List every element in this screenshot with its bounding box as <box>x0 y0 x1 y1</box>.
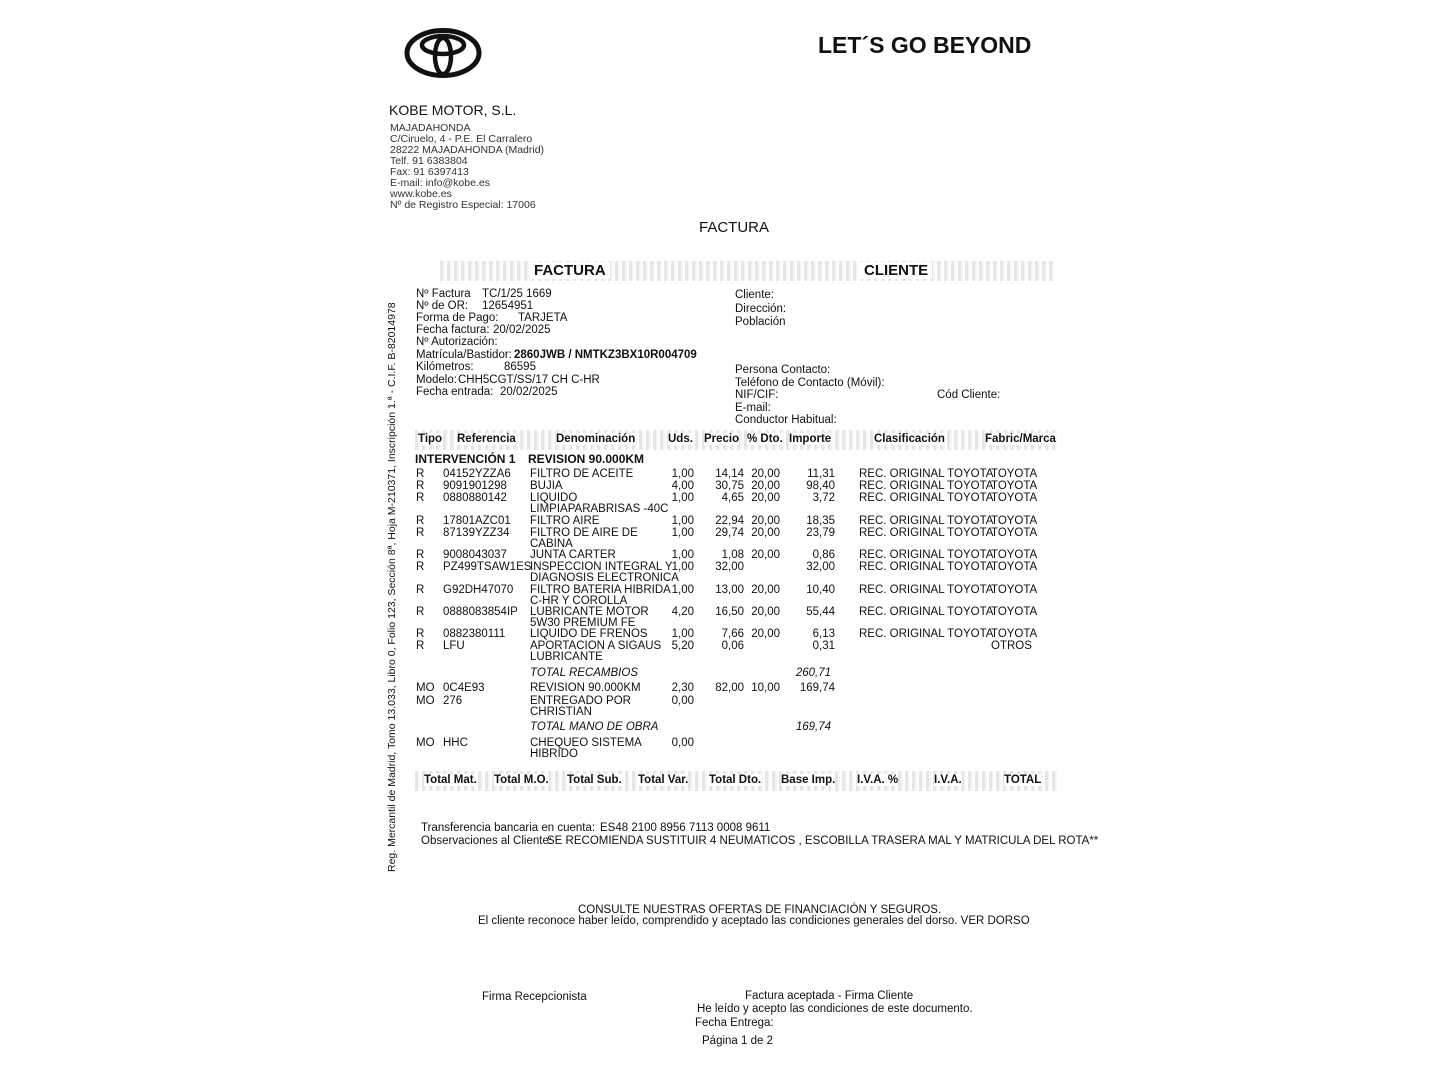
row-dto: 20,00 <box>751 628 780 640</box>
totals-col-2: Total Sub. <box>567 774 622 786</box>
total-recambios-value: 260,71 <box>795 667 831 679</box>
modelo-value: CHH5CGT/SS/17 CH C-HR <box>458 374 600 386</box>
consulte-text: CONSULTE NUESTRAS OFERTAS DE FINANCIACIÓN Y SEGUROS. <box>578 904 942 916</box>
col-importe: Importe <box>789 433 832 445</box>
row-precio: 30,75 <box>715 480 744 492</box>
row-referencia: 87139YZZ34 <box>443 527 510 539</box>
cliente-label: Cliente: <box>735 289 774 301</box>
row-precio: 0,06 <box>721 640 744 652</box>
iban: ES48 2100 8956 7113 0008 9611 <box>600 822 771 834</box>
row-marca: TOYOTA <box>991 480 1038 492</box>
total-mo-value: 169,74 <box>795 721 831 733</box>
row-uds: 1,00 <box>671 515 694 527</box>
company-address-line: Telf. 91 6383804 <box>390 155 468 167</box>
row-importe: 6,13 <box>812 628 835 640</box>
row-referencia: 0882380111 <box>443 628 506 640</box>
mo-row-uds: 2,30 <box>671 682 694 694</box>
extra-row-uds: 0,00 <box>671 737 694 749</box>
matricula-value: 2860JWB / NMTKZ3BX10R004709 <box>514 349 697 361</box>
row-denominacion: LIMPIAPARABRISAS -40C <box>530 503 669 515</box>
row-marca: TOYOTA <box>991 606 1038 618</box>
row-denominacion: FILTRO DE AIRE DE <box>530 527 638 539</box>
totals-col-3: Total Var. <box>638 774 689 786</box>
page-number: Página 1 de 2 <box>702 1035 773 1047</box>
row-denominacion: 5W30 PREMIUM FE <box>530 617 636 629</box>
intervention-title: REVISION 90.000KM <box>528 452 645 466</box>
row-precio: 13,00 <box>715 584 744 596</box>
row-dto: 20,00 <box>751 584 780 596</box>
row-denominacion: DIAGNOSIS ELECTRONICA <box>530 572 679 584</box>
mo-row-tipo: MO <box>416 695 435 707</box>
row-marca: TOYOTA <box>991 492 1038 504</box>
totals-col-0: Total Mat. <box>424 774 477 786</box>
mo-row-referencia: 0C4E93 <box>443 682 485 694</box>
row-denominacion: CABINA <box>530 538 573 550</box>
row-referencia: 0880880142 <box>443 492 507 504</box>
row-tipo: R <box>416 606 425 618</box>
row-tipo: R <box>416 492 425 504</box>
row-importe: 23,79 <box>806 527 835 539</box>
row-importe: 10,40 <box>806 584 835 596</box>
toyota-logo-icon <box>404 28 482 83</box>
row-tipo: R <box>416 640 425 652</box>
row-precio: 1,08 <box>721 549 744 561</box>
firma-recepcionista: Firma Recepcionista <box>482 991 587 1003</box>
row-clasificacion: REC. ORIGINAL TOYOTA <box>859 527 994 539</box>
firma-cliente: Factura aceptada - Firma Cliente <box>745 990 914 1002</box>
totals-col-4: Total Dto. <box>709 774 762 786</box>
mo-row-importe: 169,74 <box>799 682 835 694</box>
intervention-label: INTERVENCIÓN 1 <box>415 452 516 466</box>
row-marca: OTROS <box>991 640 1032 652</box>
row-uds: 1,00 <box>671 584 694 596</box>
conductor-label: Conductor Habitual: <box>735 414 837 426</box>
row-marca: TOYOTA <box>991 527 1038 539</box>
col-precio: Precio <box>704 433 740 445</box>
row-referencia: 0888083854IP <box>443 606 518 618</box>
row-importe: 98,40 <box>806 480 835 492</box>
row-marca: TOYOTA <box>991 468 1038 480</box>
total-recambios-label: TOTAL RECAMBIOS <box>530 667 638 679</box>
autorizacion-label: Nº Autorización: <box>416 336 498 348</box>
nfactura-value: TC/1/25 1669 <box>482 288 552 300</box>
row-denominacion: LUBRICANTE MOTOR <box>530 606 649 618</box>
totals-col-5: Base Imp. <box>781 774 836 786</box>
mo-row-denominacion: ENTREGADO POR <box>530 695 631 707</box>
company-address-line: Nº de Registro Especial: 17006 <box>390 199 536 211</box>
transfer-label: Transferencia bancaria en cuenta: <box>421 822 596 834</box>
modelo-label: Modelo: <box>416 374 457 386</box>
row-marca: TOYOTA <box>991 628 1038 640</box>
row-denominacion: LIQUIDO DE FRENOS <box>530 628 648 640</box>
row-importe: 11,31 <box>807 468 835 480</box>
extra-row-referencia: HHC <box>443 737 468 749</box>
row-denominacion: INSPECCION INTEGRAL Y <box>530 561 673 573</box>
nfactura-label: Nº Factura <box>416 288 471 300</box>
entrada-value: 20/02/2025 <box>500 386 558 398</box>
row-precio: 16,50 <box>715 606 744 618</box>
row-marca: TOYOTA <box>991 561 1038 573</box>
extra-row-denominacion: CHEQUEO SISTEMA <box>530 737 642 749</box>
row-marca: TOYOTA <box>991 515 1038 527</box>
row-tipo: R <box>416 468 425 480</box>
row-tipo: R <box>416 527 425 539</box>
row-dto: 20,00 <box>751 515 780 527</box>
row-referencia: 9008043037 <box>443 549 507 561</box>
totals-col-1: Total M.O. <box>494 774 549 786</box>
company-address-line: E-mail: info@kobe.es <box>390 177 490 189</box>
mo-row-uds: 0,00 <box>671 695 694 707</box>
telefono-label: Teléfono de Contacto (Móvil): <box>735 377 885 389</box>
reconoce-text: El cliente reconoce haber leído, comprendido y aceptado las condiciones generales del dorso. VER DORSO <box>478 915 1030 927</box>
row-denominacion: APORTACION A SIGAUS <box>530 640 662 652</box>
row-precio: 22,94 <box>715 515 744 527</box>
row-uds: 1,00 <box>671 561 694 573</box>
row-referencia: 04152YZZA6 <box>443 468 511 480</box>
row-clasificacion: REC. ORIGINAL TOYOTA <box>859 584 994 596</box>
row-marca: TOYOTA <box>991 549 1038 561</box>
row-denominacion: C-HR Y COROLLA <box>530 595 628 607</box>
row-denominacion: JUNTA CARTER <box>530 549 616 561</box>
direccion-label: Dirección: <box>735 303 787 315</box>
row-dto: 20,00 <box>751 527 780 539</box>
pago-label: Forma de Pago: <box>416 312 499 324</box>
row-uds: 5,20 <box>671 640 694 652</box>
nor-label: Nº de OR: <box>416 300 469 312</box>
row-clasificacion: REC. ORIGINAL TOYOTA <box>859 468 994 480</box>
observ-label: Observaciones al Cliente: <box>421 835 553 847</box>
fecha-label: Fecha factura: <box>416 324 490 336</box>
row-denominacion: FILTRO BATERIA HIBRIDA <box>530 584 671 596</box>
section-cliente-title: CLIENTE <box>860 262 932 279</box>
row-clasificacion: REC. ORIGINAL TOYOTA <box>859 549 994 561</box>
mo-row-denominacion: REVISION 90.000KM <box>530 682 641 694</box>
col-denominacion: Denominación <box>556 433 636 445</box>
col-marca: Fabric/Marca <box>985 433 1056 445</box>
company-address-line: 28222 MAJADAHONDA (Madrid) <box>390 144 545 156</box>
row-importe: 18,35 <box>806 515 835 527</box>
row-tipo: R <box>416 515 425 527</box>
row-uds: 1,00 <box>671 527 694 539</box>
row-precio: 29,74 <box>715 527 744 539</box>
row-importe: 3,72 <box>812 492 835 504</box>
entrada-label: Fecha entrada: <box>416 386 494 398</box>
row-denominacion: FILTRO DE ACEITE <box>530 468 634 480</box>
row-referencia: 17801AZC01 <box>443 515 511 527</box>
row-dto: 20,00 <box>751 606 780 618</box>
totals-col-6: I.V.A. % <box>857 774 899 786</box>
row-precio: 7,66 <box>721 628 744 640</box>
company-name: KOBE MOTOR, S.L. <box>389 102 517 118</box>
row-clasificacion: REC. ORIGINAL TOYOTA <box>859 492 994 504</box>
row-referencia: LFU <box>443 640 465 652</box>
row-importe: 0,86 <box>812 549 835 561</box>
km-value: 86595 <box>504 361 536 373</box>
row-denominacion: LIQUIDO <box>530 492 578 504</box>
col-uds: Uds. <box>668 433 693 445</box>
row-denominacion: BUJIA <box>530 480 563 492</box>
row-uds: 1,00 <box>671 628 694 640</box>
row-referencia: PZ499TSAW1ES <box>443 561 532 573</box>
row-tipo: R <box>416 584 425 596</box>
row-dto: 20,00 <box>751 480 780 492</box>
poblacion-label: Población <box>735 316 786 328</box>
row-importe: 55,44 <box>806 606 835 618</box>
row-tipo: R <box>416 628 425 640</box>
col-clasificacion: Clasificación <box>874 433 945 445</box>
section-factura-title: FACTURA <box>530 262 610 279</box>
row-uds: 1,00 <box>671 492 694 504</box>
km-label: Kilómetros: <box>416 361 474 373</box>
row-uds: 1,00 <box>671 549 694 561</box>
matricula-label: Matrícula/Bastidor: <box>416 349 512 361</box>
row-clasificacion: REC. ORIGINAL TOYOTA <box>859 480 994 492</box>
col-tipo: Tipo <box>418 433 443 445</box>
mo-row-referencia: 276 <box>443 695 463 707</box>
cod-cliente-label: Cód Cliente: <box>937 389 1001 401</box>
row-marca: TOYOTA <box>991 584 1038 596</box>
nor-value: 12654951 <box>482 300 534 312</box>
row-uds: 1,00 <box>671 468 694 480</box>
row-denominacion: FILTRO AIRE <box>530 515 600 527</box>
row-clasificacion: REC. ORIGINAL TOYOTA <box>859 628 994 640</box>
row-referencia: 9091901298 <box>443 480 507 492</box>
col-dto: % Dto. <box>747 433 783 445</box>
total-mo-label: TOTAL MANO DE OBRA <box>530 721 659 733</box>
side-registry-text: Reg. Mercantil de Madrid, Tomo 13.033, Libro 0, Folio 123, Sección 8ª, Hoja M-210371, Inscripción 1.ª - C.I.F. B-82014978 <box>386 302 398 872</box>
extra-row-denominacion: HIBRIDO <box>530 748 578 760</box>
row-precio: 32,00 <box>715 561 744 573</box>
observ-text: SE RECOMIENDA SUSTITUIR 4 NEUMATICOS , ESCOBILLA TRASERA MAL Y MATRICULA DEL ROTA** <box>547 835 1099 847</box>
company-address-line: www.kobe.es <box>390 188 452 200</box>
fecha-entrega-label: Fecha Entrega: <box>695 1017 774 1029</box>
row-precio: 14,14 <box>715 468 744 480</box>
totals-col-8: TOTAL <box>1004 774 1042 786</box>
company-address-line: MAJADAHONDA <box>390 122 471 134</box>
row-importe: 0,31 <box>812 640 835 652</box>
he-leido-text: He leído y acepto las condiciones de este documento. <box>697 1003 973 1015</box>
mo-row-tipo: MO <box>416 682 435 694</box>
row-tipo: R <box>416 561 425 573</box>
brand-slogan: LET´S GO BEYOND <box>818 32 1032 58</box>
row-referencia: G92DH47070 <box>443 584 514 596</box>
row-dto: 20,00 <box>751 492 780 504</box>
mo-row-dto: 10,00 <box>751 682 780 694</box>
row-dto: 20,00 <box>751 468 780 480</box>
row-tipo: R <box>416 480 425 492</box>
row-tipo: R <box>416 549 425 561</box>
company-address-line: Fax: 91 6397413 <box>390 166 469 178</box>
row-clasificacion: REC. ORIGINAL TOYOTA <box>859 606 994 618</box>
document-title: FACTURA <box>699 219 770 236</box>
nif-label: NIF/CIF: <box>735 389 779 401</box>
mo-row-denominacion: CHRISTIAN <box>530 706 592 718</box>
totals-col-7: I.V.A. <box>934 774 962 786</box>
row-clasificacion: REC. ORIGINAL TOYOTA <box>859 561 994 573</box>
col-referencia: Referencia <box>457 433 516 445</box>
row-clasificacion: REC. ORIGINAL TOYOTA <box>859 515 994 527</box>
row-uds: 4,20 <box>671 606 694 618</box>
row-dto: 20,00 <box>751 549 780 561</box>
email-label: E-mail: <box>735 402 771 414</box>
company-address-line: C/Ciruelo, 4 - P.E. El Carralero <box>390 133 533 145</box>
row-importe: 32,00 <box>806 561 835 573</box>
persona-label: Persona Contacto: <box>735 364 831 376</box>
row-denominacion: LUBRICANTE <box>530 651 603 663</box>
pago-value: TARJETA <box>518 312 568 324</box>
mo-row-precio: 82,00 <box>715 682 744 694</box>
row-precio: 4,65 <box>721 492 744 504</box>
fecha-value: 20/02/2025 <box>493 324 551 336</box>
extra-row-tipo: MO <box>416 737 435 749</box>
row-uds: 4,00 <box>671 480 694 492</box>
